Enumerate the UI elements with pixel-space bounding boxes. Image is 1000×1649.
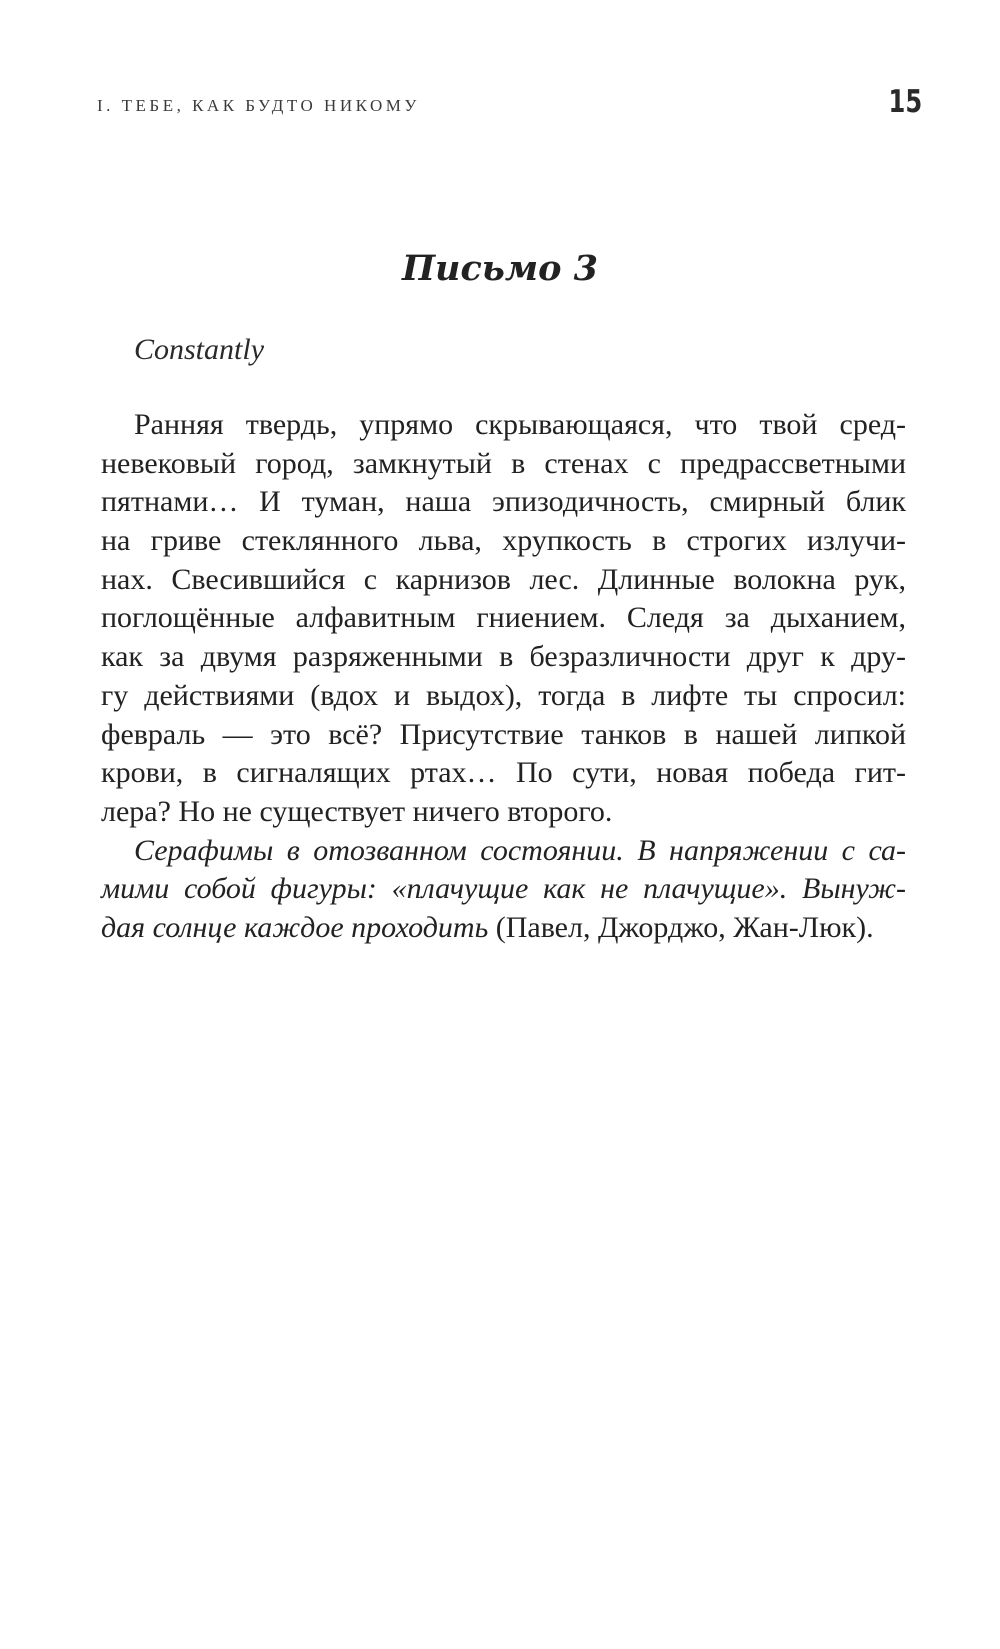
text-line bbox=[101, 909, 906, 948]
text-line: Ранняя твердь, упрямо скрывающаяся, что твой сред- bbox=[134, 408, 906, 441]
text-line-italic: Серафимы в отозванном состоянии. В напряжении с са- bbox=[134, 833, 906, 867]
page-number: 15 bbox=[888, 84, 922, 120]
text-line: на гриве стеклянного льва, хрупкость в строгих излучи- bbox=[101, 524, 906, 558]
text-line: как за двумя разряженными в безразличности друг к дру- bbox=[101, 640, 906, 674]
running-head: I. ТЕБЕ, КАК БУДТО НИКОМУ bbox=[97, 96, 420, 115]
text-line: крови, в сигналящих ртах… По сути, новая победа гит- bbox=[101, 756, 906, 790]
text-line-italic: мими собой фигуры: «плачущие как не плачущие». Вынуж- bbox=[101, 872, 906, 906]
text-line: поглощённые алфавитным гниением. Следя за дыханием, bbox=[101, 601, 906, 635]
regular-fragment: (Павел, Джорджо, Жан-Люк). bbox=[488, 910, 874, 944]
text-line: невековый город, замкнутый в стенах с предрассветными bbox=[101, 446, 906, 480]
chapter-heading: Письмо 3 bbox=[401, 248, 599, 289]
epigraph: Constantly bbox=[134, 333, 265, 366]
body-text bbox=[101, 406, 906, 948]
italic-fragment: дая солнце каждое проходить bbox=[101, 910, 489, 944]
text-line: пятнами… И туман, наша эпизодичность, смирный блик bbox=[101, 485, 906, 519]
text-line: февраль — это всё? Присутствие танков в нашей липкой bbox=[101, 717, 906, 751]
text-line: нах. Свесившийся с карнизов лес. Длинные волокна рук, bbox=[101, 562, 906, 596]
text-line: гу действиями (вдох и выдох), тогда в лифте ты спросил: bbox=[101, 678, 906, 712]
text-line: лера? Но не существует ничего второго. bbox=[101, 794, 613, 828]
